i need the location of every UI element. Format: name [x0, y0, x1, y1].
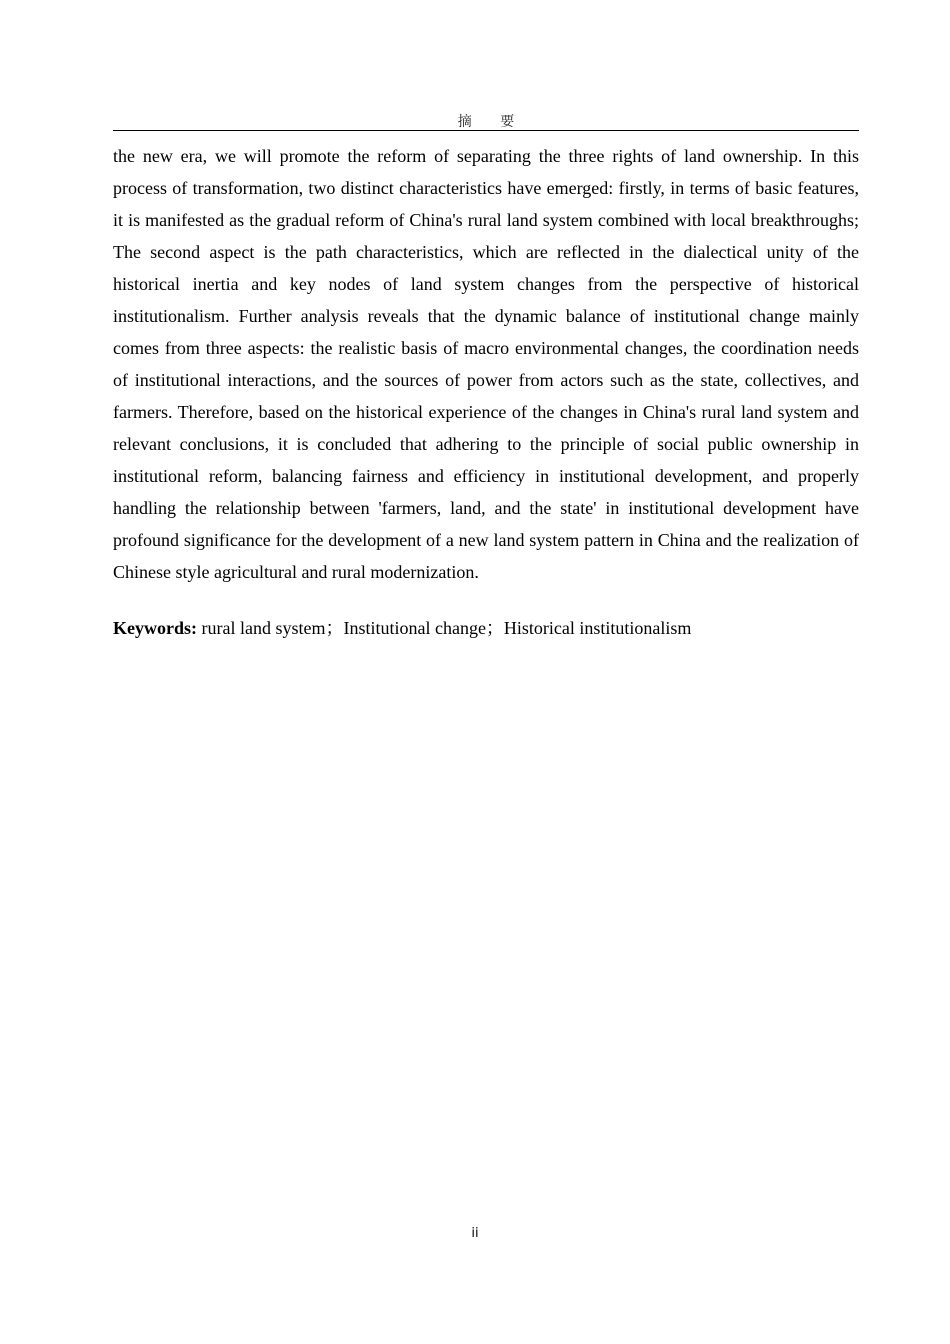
keywords-text: rural land system；Institutional change；Historical institutionalism [201, 618, 692, 638]
header-title: 摘 要 [457, 114, 527, 130]
keywords-line [113, 614, 859, 642]
page-header [113, 110, 859, 131]
page-number: ii [471, 1226, 479, 1241]
keywords-label: Keywords: [113, 618, 197, 638]
abstract-paragraph: the new era, we will promote the reform of separating the three rights of land ownership. In this process of transformation, two distinct characteristics have emerged: firstly, in terms of basic features, it is manifested as the gradual reform of China's rural land system combined with local breakthroughs; The second aspect is the path characteristics, which are reflected in the dialectical unity of the historical inertia and key nodes of land system changes from the perspective of historical institutionalism. Further analysis reveals that the dynamic balance of institutional change mainly comes from three aspects: the realistic basis of macro environmental changes, the coordination needs of institutional interactions, and the sources of power from actors such as the state, collectives, and farmers. Therefore, based on the historical experience of the changes in China's rural land system and relevant conclusions, it is concluded that adhering to the principle of social public ownership in institutional reform, balancing fairness and efficiency in institutional development, and properly handling the relationship between 'farmers, land, and the state' in institutional development have profound significance for the development of a new land system pattern in China and the realization of Chinese style agricultural and rural modernization. [113, 146, 859, 582]
